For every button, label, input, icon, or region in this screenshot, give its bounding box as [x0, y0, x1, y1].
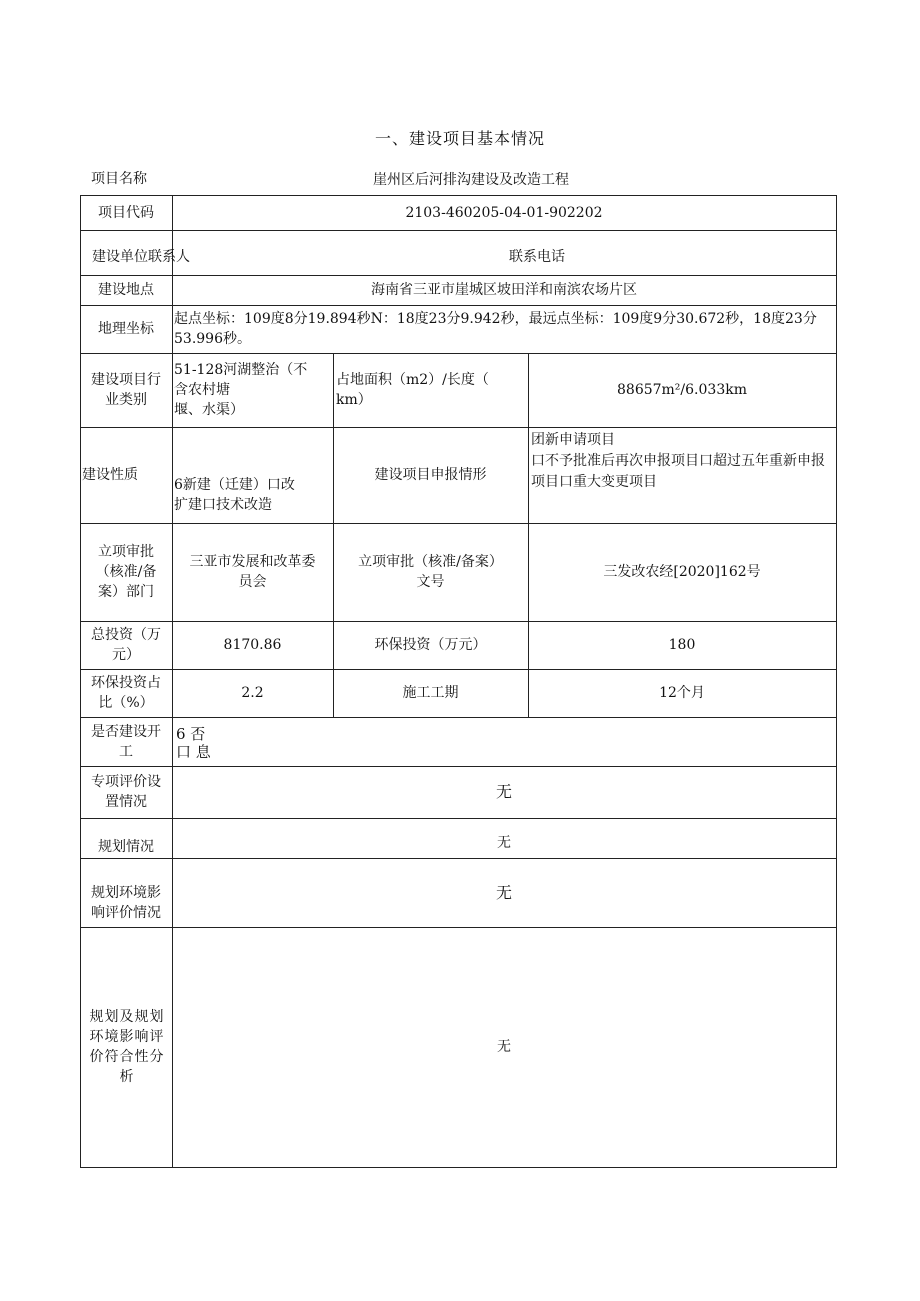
- investment-label: 总投资（万 元）: [91, 627, 161, 663]
- location-label: 建设地点: [98, 282, 154, 298]
- industry-value: 51-128河湖整治（不 含农村塘 堰、水渠）: [174, 362, 308, 418]
- coordinates-value: 起点坐标：109度8分19.894秒N：18度23分9.942秒，最远点坐标：109度9分30.672秒，18度23分53.996秒。: [174, 311, 817, 347]
- investment-value: 8170.86: [223, 637, 282, 653]
- section-title: 一、建设项目基本情况: [374, 129, 545, 148]
- coordinates-label: 地理坐标: [98, 321, 154, 337]
- area-value: 88657m²/6.033km: [617, 382, 747, 398]
- project-name-value: 崖州区后河排沟建设及改造工程: [373, 172, 569, 188]
- nature-label: 建设性质: [82, 467, 138, 483]
- planning-label: 规划情况: [98, 839, 154, 855]
- conformity-value: 无: [497, 1039, 511, 1055]
- project-code-value: 2103-460205-04-01-902202: [405, 204, 603, 221]
- started-label: 是否建设开 工: [91, 723, 161, 760]
- conformity-label: 规划及规划 环境影响评 价符合性分 析: [89, 1009, 165, 1085]
- project-code-label: 项目代码: [98, 204, 154, 221]
- area-label: 占地面积（m2）/长度（ km）: [336, 372, 489, 408]
- planning-env-label: 规划环境影 响评价情况: [91, 884, 161, 921]
- env-ratio-label: 环保投资占 比（%）: [91, 675, 161, 711]
- planning-value: 无: [497, 835, 511, 851]
- special-eval-value: 无: [495, 782, 512, 801]
- location-value: 海南省三亚市崖城区坡田洋和南滨农场片区: [371, 282, 637, 298]
- report-label: 建设项目申报情形: [374, 467, 487, 483]
- approval-value: 三亚市发展和改革委 员会: [189, 554, 316, 590]
- env-investment-label: 环保投资（万元）: [374, 637, 487, 653]
- special-eval-label: 专项评价设 置情况: [91, 774, 161, 810]
- env-ratio-value: 2.2: [241, 685, 264, 701]
- env-investment-value: 180: [668, 637, 696, 653]
- contact-phone-label: 联系电话: [509, 249, 565, 265]
- period-label: 施工工期: [402, 685, 459, 701]
- period-value: 12个月: [659, 685, 705, 701]
- industry-label: 建设项目行 业类别: [91, 372, 161, 408]
- planning-env-value: 无: [495, 882, 512, 902]
- report-value: 团新申请项目 口不予批准后再次申报项目口超过五年重新申报项目口重大变更项目: [531, 432, 825, 490]
- project-name-label: 项目名称: [91, 171, 147, 187]
- started-value: 6 否 口 息: [176, 725, 211, 761]
- contact-label: 建设单位联系人: [92, 249, 190, 265]
- approval-doc-value: 三发改农经[2020]162号: [603, 564, 761, 580]
- approval-label: 立项审批 （核准/备 案）部门: [95, 544, 157, 600]
- approval-doc-label: 立项审批（核准/备案） 文号: [358, 554, 503, 590]
- nature-value: 6新建（迁建）口改 扩建口技术改造: [174, 477, 295, 513]
